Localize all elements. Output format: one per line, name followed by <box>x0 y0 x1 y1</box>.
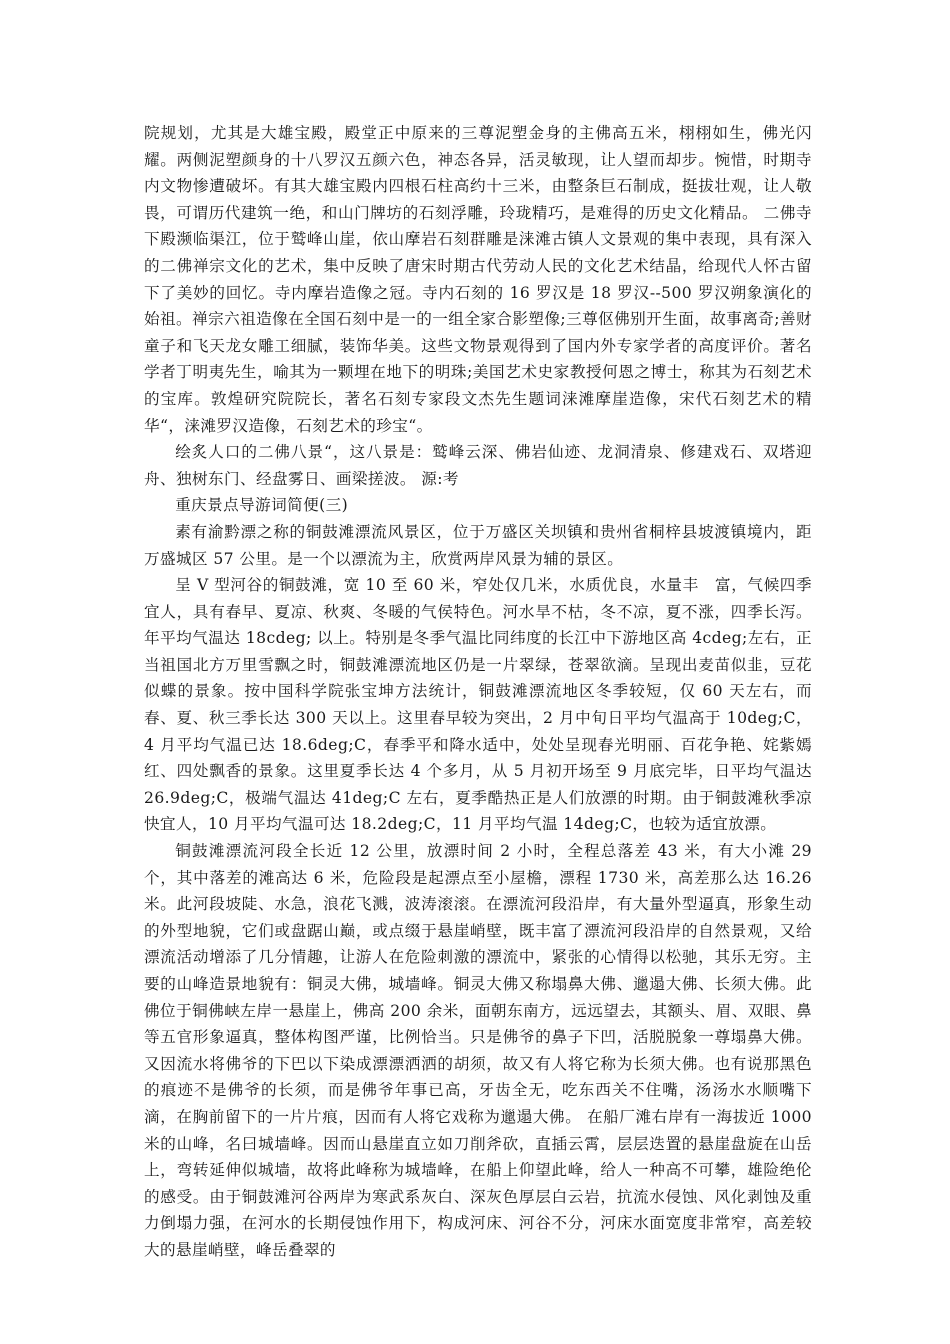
paragraph-eight-scenes: 绘炙人口的二佛八景“，这八景是：鹫峰云深、佛岩仙迹、龙洞清泉、修建戏石、双塔迎舟、独树东门、经盘雾日、画梁搓波。 源:考 <box>144 443 812 488</box>
paragraph-rafting-section: 铜鼓滩漂流河段全长近 12 公里，放漂时间 2 小时，全程总落差 43 米，有大小滩 29 个，其中落差的滩高达 6 米，危险段是起漂点至小屋檐，漂程 1730 米，高差那么达 16.26 米。此河段坡陡、水急，浪花飞溅，波涛滚滚。在漂流河段沿岸，有大量外型逼真，形象生动的外型地貌，它们或盘踞山巅，或点缀于悬崖峭壁，既丰富了漂流河段沿岸的自然景观，又给漂流活动增添了几分情趣，让游人在危险刺激的漂流中，紧张的心情得以松驰，其乐无穷。主要的山峰造景地貌有：铜灵大佛，城墙峰。铜灵大佛又称塌鼻大佛、邋遢大佛、长须大佛。此佛位于铜佛峡左岸一悬崖上，佛高 200 余米，面朝东南方，远远望去，其额头、眉、双眼、鼻等五官形象逼真，整体构图严谨，比例恰当。只是佛爷的鼻子下凹，活脱脱象一尊塌鼻大佛。又因流水将佛爷的下巴以下染成漂漂洒洒的胡须，故又有人将它称为长须大佛。也有说那黑色的痕迹不是佛爷的长须，而是佛爷年事已高，牙齿全无，吃东西关不住嘴，汤汤水水顺嘴下滴，在胸前留下的一片片痕，因而有人将它戏称为邋遢大佛。 在船厂滩右岸有一海拔近 1000 米的山峰，名曰城墙峰。因而山悬崖直立如刀削斧砍，直插云霄，层层迭置的悬崖盘旋在山岳上，弯转延伸似城墙，故将此峰称为城墙峰，在船上仰望此峰，给人一种高不可攀，雄险绝伦的感受。由于铜鼓滩河谷两岸为寒武系灰白、深灰色厚层白云岩，抗流水侵蚀、风化剥蚀及重力倒塌力强，在河水的长期侵蚀作用下，构成河床、河谷不分，河床水面宽度非常窄，高差较大的悬崖峭壁，峰岳叠翠的 <box>144 842 812 1259</box>
section-title: 重庆景点导游词简便(三) <box>175 496 349 515</box>
document-page <box>144 120 812 1264</box>
paragraph-climate: 呈 V 型河谷的铜鼓滩，宽 10 至 60 米，窄处仅几米，水质优良，水量丰 富，气候四季宜人，具有春早、夏凉、秋爽、冬暖的气侯特色。河水旱不枯，冬不凉，夏不涨，四季长泻。年平均气温达 18cdeg; 以上。特别是冬季气温比同纬度的长江中下游地区高 4cdeg;左右，正当祖国北方万里雪飘之时，铜鼓滩漂流地区仍是一片翠绿，苍翠欲滴。呈现出麦苗似韭，豆花似蝶的景象。按中国科学院张宝坤方法统计，铜鼓滩漂流地区冬季较短，仅 60 天左右，而春、夏、秋三季长达 300 天以上。这里春早较为突出，2 月中旬日平均气温高于 10deg;C，4 月平均气温已达 18.6deg;C，春季平和降水适中，处处呈现春光明丽、百花争艳、姹紫嫣红、四处飘香的景象。这里夏季长达 4 个多月，从 5 月初开场至 9 月底完毕，日平均气温达 26.9deg;C，极端气温达 41deg;C 左右，夏季酷热正是人们放漂的时期。由于铜鼓滩秋季凉快宜人，10 月平均气温可达 18.2deg;C，11 月平均气温 14deg;C，也较为适宜放漂。 <box>144 576 812 834</box>
paragraph-temple-description: 院规划，尤其是大雄宝殿，殿堂正中原来的三尊泥塑金身的主佛高五米，栩栩如生，佛光闪耀。两侧泥塑颜身的十八罗汉五颜六色，神态各异，活灵敏现，让人望而却步。惋惜，时期寺内文物惨遭破坏。有其大雄宝殿内四根石柱高约十三米，由整条巨石制成，挺拔壮观，让人敬畏，可谓历代建筑一绝，和山门牌坊的石刻浮雕，玲珑精巧，是难得的历史文化精品。 二佛寺下殿濒临渠江，位于鹫峰山崖，依山摩岩石刻群雕是涞滩古镇人文景观的集中表现，具有深入的二佛禅宗文化的艺术，集中反映了唐宋时期古代劳动人民的文化艺术结晶，给现代人怀古留下了美妙的回忆。寺内摩岩造像之冠。寺内石刻的 16 罗汉是 18 罗汉--500 罗汉朔象演化的始祖。禅宗六祖造像在全国石刻中是一的一组全家合影塑像;三尊伛佛别开生面，故事离奇;善财童子和飞天龙女雕工细腻，装饰华美。这些文物景观得到了国内外专家学者的高度评价。著名学者丁明夷先生，喻其为一颗埋在地下的明珠;美国艺术史家教授何恩之博士，称其为石刻艺术的宝库。敦煌研究院院长，著名石刻专家段文杰先生题词涞滩摩崖造像，宋代石刻艺术的精华“，涞滩罗汉造像，石刻艺术的珍宝“。 <box>144 124 812 435</box>
paragraph-tonggutan-intro: 素有渝黔漂之称的铜鼓滩漂流风景区，位于万盛区关坝镇和贵州省桐梓县坡渡镇境内，距万盛城区 57 公里。是一个以漂流为主，欣赏两岸风景为辅的景区。 <box>144 522 812 568</box>
